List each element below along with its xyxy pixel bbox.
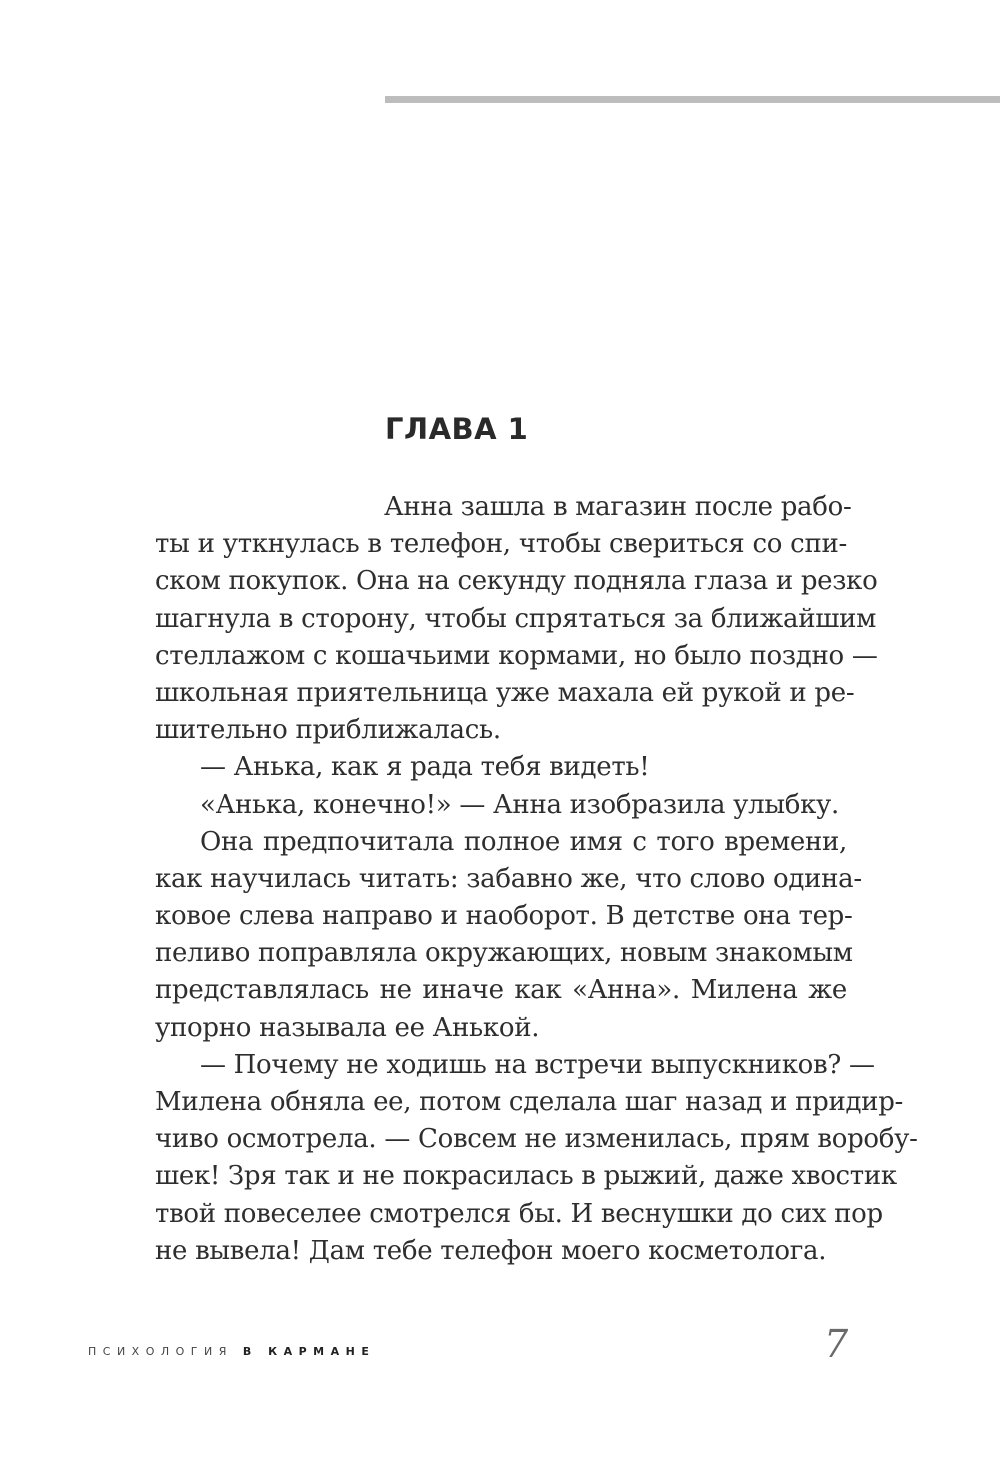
text-line: шагнула в сторону, чтобы спрятаться за ближайшим <box>155 603 877 634</box>
text-line: шительно приближалась. <box>155 715 501 746</box>
text-line: Она предпочитала полное имя с того времени, <box>200 826 847 857</box>
chapter-title: ГЛАВА 1 <box>385 412 529 446</box>
text-line: как научилась читать: забавно же, что слово одина- <box>155 863 862 894</box>
text-line: чиво осмотрела. — Совсем не изменилась, прям воробу- <box>155 1124 918 1155</box>
text-line: стеллажом с кошачьими кормами, но было поздно — <box>155 640 878 671</box>
text-line: упорно называла ее Анькой. <box>155 1012 540 1043</box>
text-line: ском покупок. Она на секунду подняла глаза и резко <box>155 566 878 597</box>
text-line: «Анька, конечно!» — Анна изобразила улыбку. <box>200 789 839 820</box>
text-line: ковое слева направо и наоборот. В детстве она тер- <box>155 901 853 932</box>
text-line: — Почему не ходишь на встречи выпускников? — <box>200 1049 875 1080</box>
top-decorative-rule <box>385 96 1000 103</box>
text-line: школьная приятельница уже махала ей рукой и ре- <box>155 677 855 708</box>
text-line: — Анька, как я рада тебя видеть! <box>200 752 650 783</box>
series-footer <box>88 1345 375 1358</box>
series-name-bold: В КАРМАНЕ <box>242 1345 376 1358</box>
text-line: Анна зашла в магазин после рабо- <box>384 492 852 522</box>
body-text <box>155 489 918 1270</box>
series-name-light: ПСИХОЛОГИЯ <box>88 1345 233 1358</box>
text-line: ты и уткнулась в телефон, чтобы свериться со спи- <box>155 529 847 560</box>
text-line: пеливо поправляла окружающих, новым знакомым <box>155 938 853 969</box>
text-line: твой повеселее смотрелся бы. И веснушки до сих пор <box>155 1198 883 1229</box>
text-line: не вывела! Дам тебе телефон моего косметолога. <box>155 1235 827 1266</box>
text-line: шек! Зря так и не покрасилась в рыжий, даже хвостик <box>155 1161 897 1192</box>
text-line: Милена обняла ее, потом сделала шаг назад и придир- <box>155 1087 904 1117</box>
page-number: 7 <box>824 1322 849 1366</box>
text-line: представлялась не иначе как «Анна». Милена же <box>155 975 847 1006</box>
